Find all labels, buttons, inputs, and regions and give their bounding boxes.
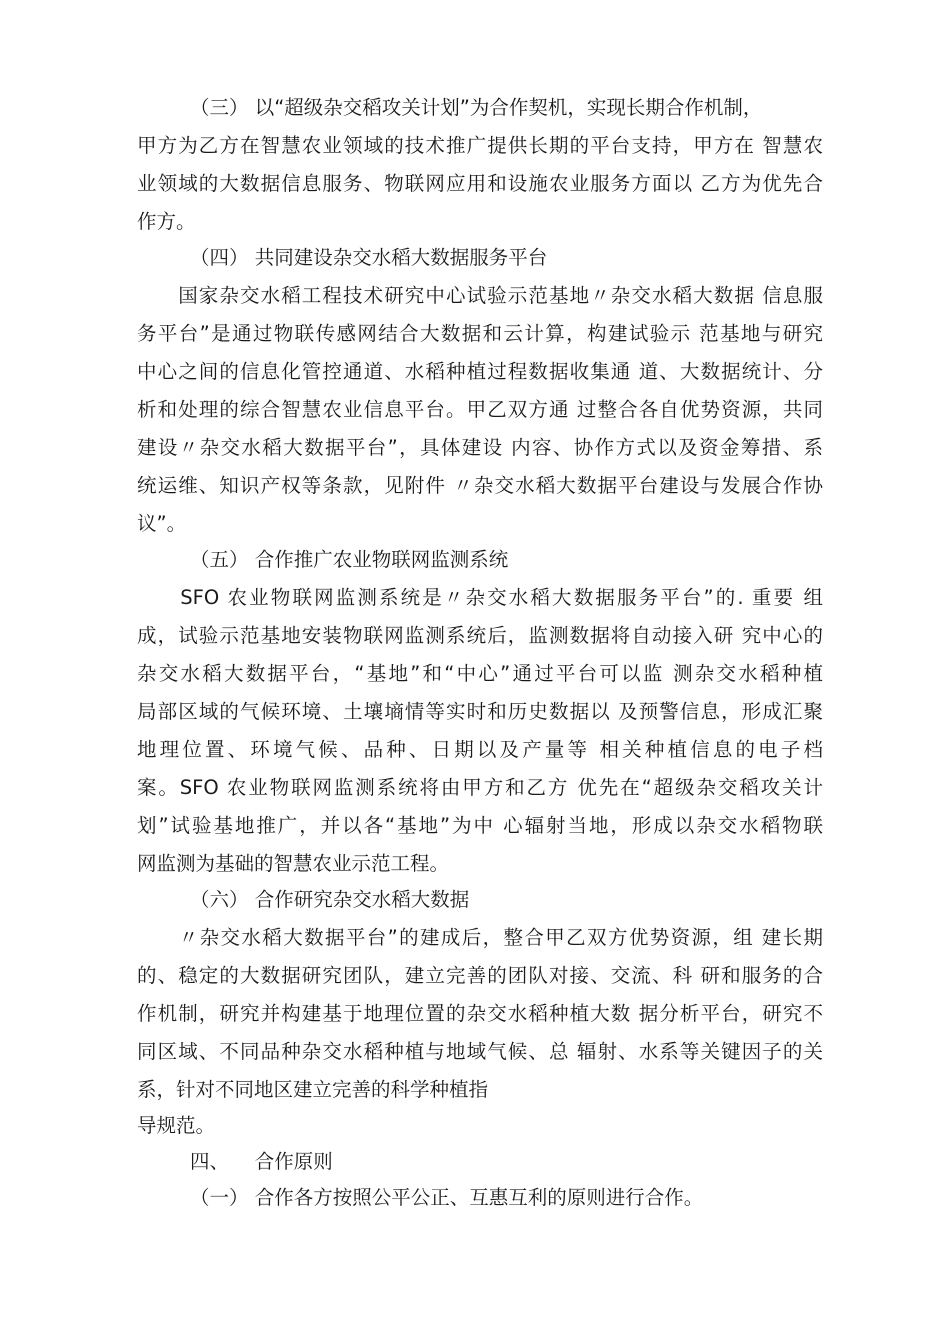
text-line: （五） 合作推广农业物联网监测系统 <box>190 548 509 571</box>
text-line: （六） 合作研究杂交水稻大数据 <box>190 888 470 911</box>
text-line: 作机制，研究并构建基于地理位置的杂交水稻种植大数 据分析平台，研究不 <box>137 1002 823 1025</box>
text-line: 析和处理的综合智慧农业信息平台。甲乙双方通 过整合各自优势资源，共同 <box>137 398 823 421</box>
text-line: 建设〃杂交水稻大数据平台”，具体建设 内容、协作方式以及资金筹措、系 <box>137 436 823 459</box>
text-line: 案。SFO 农业物联网监测系统将由甲方和乙方 优先在“超级杂交稻攻关计 <box>137 776 823 799</box>
text-line: （一） 合作各方按照公平公正、互惠互利的原则进行合作。 <box>190 1186 704 1209</box>
text-line: 地理位置、环境气候、品种、日期以及产量等 相关种植信息的电子档 <box>137 738 823 761</box>
text-line: 同区域、不同品种杂交水稻种植与地域气候、总 辐射、水系等关键因子的关 <box>137 1040 823 1063</box>
text-line: 作方。 <box>137 210 196 233</box>
text-line: 甲方为乙方在智慧农业领域的技术推广提供长期的平台支持，甲方在 智慧农 <box>137 134 823 157</box>
text-line: 局部区域的气候环境、土壤墒情等实时和历史数据以 及预警信息，形成汇聚 <box>137 700 823 723</box>
text-line: 杂交水稻大数据平台，“基地”和“中心”通过平台可以监 测杂交水稻种植 <box>137 662 823 685</box>
text-line: （四） 共同建设杂交水稻大数据服务平台 <box>190 246 548 269</box>
text-line: 业领域的大数据信息服务、物联网应用和设施农业服务方面以 乙方为优先合 <box>137 172 823 195</box>
text-line: 划”试验基地推广，并以各“基地”为中 心辐射当地，形成以杂交水稻物联 <box>137 814 823 837</box>
text-line: 统运维、知识产权等条款，见附件 〃杂交水稻大数据平台建设与发展合作协 <box>137 474 823 497</box>
text-line: 议”。 <box>137 512 187 535</box>
text-line: 导规范。 <box>137 1114 216 1137</box>
text-line: SFO 农业物联网监测系统是〃杂交水稻大数据服务平台”的. 重要 组 <box>137 586 823 609</box>
text-line: （三） 以“超级杂交稻攻关计划”为合作契机，实现长期合作机制， <box>190 96 763 119</box>
text-line: 四、 合作原则 <box>190 1150 333 1173</box>
text-line: 系，针对不同地区建立完善的科学种植指 <box>137 1078 489 1101</box>
text-line: 务平台”是通过物联传感网结合大数据和云计算，构建试验示 范基地与研究 <box>137 322 823 345</box>
text-line: 〃杂交水稻大数据平台”的建成后，整合甲乙双方优势资源，组 建长期 <box>137 926 823 949</box>
text-line: 成，试验示范基地安装物联网监测系统后，监测数据将自动接入研 究中心的 <box>137 624 823 647</box>
text-line: 的、稳定的大数据研究团队，建立完善的团队对接、交流、科 研和服务的合 <box>137 964 823 987</box>
text-line: 国家杂交水稻工程技术研究中心试验示范基地〃杂交水稻大数据 信息服 <box>137 284 823 307</box>
text-line: 网监测为基础的智慧农业示范工程。 <box>137 852 450 875</box>
text-line: 中心之间的信息化管控通道、水稻种植过程数据收集通 道、大数据统计、分 <box>137 360 823 383</box>
